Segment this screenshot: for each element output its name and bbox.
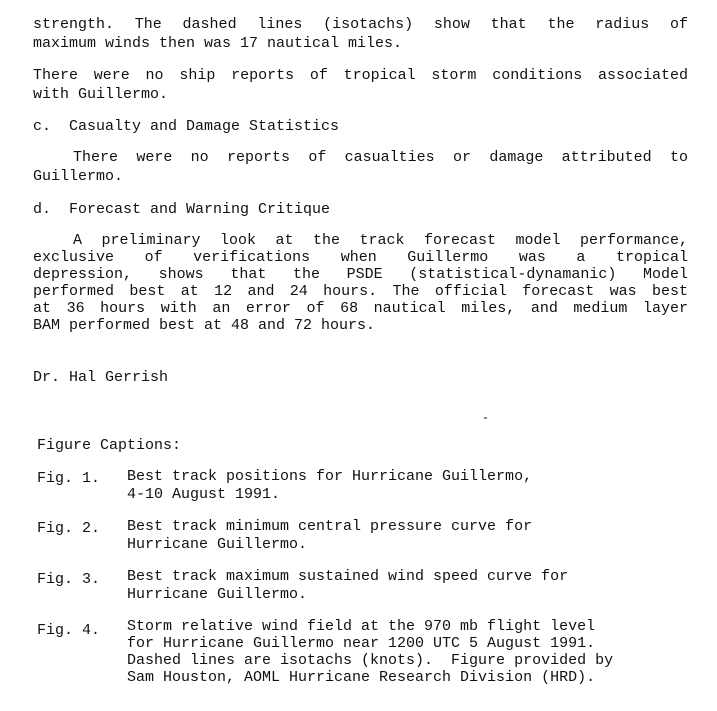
- captions-heading: Figure Captions:: [37, 437, 182, 454]
- fig-4-line-4: Sam Houston, AOML Hurricane Research Division (HRD).: [127, 669, 596, 686]
- fig-3-line-2: Hurricane Guillermo.: [127, 586, 308, 603]
- section-c-line-2: Guillermo.: [33, 168, 124, 185]
- section-d-heading: d. Forecast and Warning Critique: [33, 201, 331, 218]
- section-d-line-3: depression, shows that the PSDE (statistical-dynamanic) Model: [33, 266, 688, 283]
- fig-3-label: Fig. 3.: [37, 571, 101, 588]
- fig-2-line-1: Best track minimum central pressure curve for: [127, 518, 533, 535]
- fig-1-line-2: 4-10 August 1991.: [127, 486, 281, 503]
- fig-2-line-2: Hurricane Guillermo.: [127, 536, 308, 553]
- section-d-line-5: at 36 hours with an error of 68 nautical miles, and medium layer: [33, 300, 688, 317]
- fig-4-line-1: Storm relative wind field at the 970 mb flight level: [127, 618, 596, 635]
- section-d-line-1: A preliminary look at the track forecast model performance,: [73, 232, 688, 249]
- fig-3-line-1: Best track maximum sustained wind speed curve for: [127, 568, 569, 585]
- section-c-heading: c. Casualty and Damage Statistics: [33, 118, 340, 135]
- fig-4-label: Fig. 4.: [37, 622, 101, 639]
- intro-line-1: strength. The dashed lines (isotachs) show that the radius of: [33, 16, 688, 33]
- fig-1-label: Fig. 1.: [37, 470, 101, 487]
- fig-1-line-1: Best track positions for Hurricane Guillermo,: [127, 468, 533, 485]
- section-c-line-1: There were no reports of casualties or damage attributed to: [73, 149, 688, 166]
- fig-2-label: Fig. 2.: [37, 520, 101, 537]
- section-d-line-2: exclusive of verifications when Guillermo was a tropical: [33, 249, 688, 266]
- section-d-line-6: BAM performed best at 48 and 72 hours.: [33, 317, 376, 334]
- author-name: Dr. Hal Gerrish: [33, 369, 169, 386]
- ship-reports-line-1: There were no ship reports of tropical storm conditions associated: [33, 67, 688, 84]
- ship-reports-line-2: with Guillermo.: [33, 86, 169, 103]
- scan-artifact: [484, 417, 487, 419]
- fig-4-line-3: Dashed lines are isotachs (knots). Figure provided by: [127, 652, 614, 669]
- section-d-line-4: performed best at 12 and 24 hours. The official forecast was best: [33, 283, 688, 300]
- intro-line-2: maximum winds then was 17 nautical miles.: [33, 35, 403, 52]
- fig-4-line-2: for Hurricane Guillermo near 1200 UTC 5 August 1991.: [127, 635, 596, 652]
